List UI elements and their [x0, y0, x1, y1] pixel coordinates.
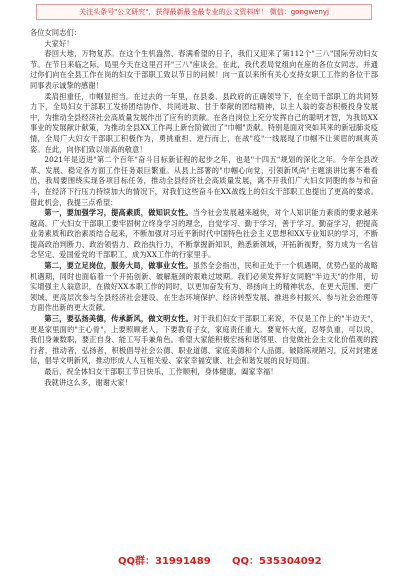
salutation: 各位女同志们： — [30, 28, 82, 37]
qq-group-text: QQ群：31991489 — [118, 556, 211, 567]
speech-document — [30, 28, 378, 543]
qq-number-text: QQ：535304092 — [232, 556, 322, 567]
top-banner: 关注头条号"公文研究"，获得最新最全最专业的公文资料库！ 微信：gongwenyj — [36, 4, 372, 20]
section-body: 当今社会发展越来越快，对个人知识能力素质的要求越来越高。广大妇女干部职工要牢固树立终身学习的理念，自觉学习、勤于学习，善于学习。勤奋学习，把提高业务素质和政治素质结合起来，不断加强对习近平新时代中国特色社会主义思想和XX专业知识的学习，不断提高政治判断力、政治领悟力、政治执行力，不断掌握新知识，熟悉新领域，开拓新视野，努力成为一名信念坚定、爱国爱党的干部职工，成为XX工作的行家里手。 — [30, 208, 378, 260]
paragraph-review: 柔肩担重任，巾帼显担当。在过去的一年里，在县委、县政府的正确领导下，在全局干部职工的共同努力下，全局妇女干部职工发扬团结协作、共同进取、甘于奉献的团结精神，以主人翁的姿态积极投身发展中，为推动全县经济社会高质量发展作出了应有的贡献。在各自岗位上充分发挥自己的聪明才智，为我局XX事业的发展献计献策，为推动全县XX工作再上新台阶做出了"巾帼"贡献。特别是面对突如其来的新冠肺炎疫情，全局广大妇女干部职工积极作为，勇挑重担、逆行而上，在战"疫"一线展现了巾帼不让须眉的飒爽英姿。在此，向你们致以崇高的敬意！ — [30, 91, 378, 154]
section-heading: 第一，要加强学习，提高素质，做知识女性。 — [44, 208, 193, 218]
section-two — [30, 261, 378, 314]
footer — [0, 552, 408, 568]
section-three — [30, 314, 378, 367]
closing-wish: 最后，祝全体妇女干部职工节日快乐，工作顺利，身体健康，阖家幸福！ — [44, 367, 278, 376]
section-heading: 第三，要弘扬美德，传承新风，做文明女性。 — [44, 314, 193, 324]
section-heading: 第二，要立足岗位，服务大局，做事业女性。 — [44, 261, 193, 271]
greeting: 大家好！ — [44, 38, 74, 48]
section-one — [30, 208, 378, 261]
paragraph-outlook: 2021年是迈进"第二个百年"奋斗目标新征程的起步之年，也是"十四五"规划的深化之年。今年全县改革、发展、稳定各方面工作任务艰巨繁重。从县上部署的"巾帼心向党，引领新风尚"主题演讲比赛不难看出，我局要围绕实现各项目标任务，推动全县经济社会高质量发展，离不开我们广大妇女同胞的参与和奋斗，在经济下行压力持续加大的情况下，对我们这些奋斗在XX战线上的妇女干部职工也提出了更高的要求。借此机会，我提三点希望： — [30, 155, 378, 207]
section-body: 对于我们妇女干部职工来说，不仅是工作上的"半边天"，更是家里面的"主心骨"，上要照顾老人，下要教育子女，家庭责任重大。要宽怀大度，忍辱负重，可以说，我们身兼数职，要正自身、能工写手兼角色。希望大家能积极宏扬和谐邻里、自觉做社会主文化价值观的践行者，推动者，弘扬者，积极倡导社会公德、职业道德、家庭美德和个人品德，破除陈规陋习，反对封建迷信，倡导文明新风，推动形成人人互相关爱、家家幸福安康、社会和谐发展的良好局面。 — [30, 314, 378, 366]
section-body: 虽然全会指出，民和正处于一个机遇期，优势凸显的战略机遇期，同时也面临着一个开拓创新、破解瓶颈的艰难过坡期。我们必须发挥好女同胞"半边天"的作用，切实增强主人翁意识，在做好XX本职工作的同时，以更加奋发有为、昂扬向上的精神状态，在更大范围、更广领域、更高层次参与全县经济社会建设，在生态环境保护、经济转型发展、推进乡村振兴、参与社会治理等方面作出新的更大贡献。 — [30, 261, 378, 313]
paragraph-intro: 春回大地，万物复苏。在这个生机盎然、春满希望的日子，我们又迎来了第112个"三八"国际劳动妇女节。在节日来临之际，局里今天在这里召开"三八"座谈会。在此，我代表局党组向在座的各位女同志，并通过你们向在全县工作在岗的妇女干部职工致以节日的问候！向一直以来所有关心支持女职工工作的各位干部同事表示诚挚的感谢！ — [30, 49, 378, 90]
closing-thanks: 我就讲这么多，谢谢大家！ — [44, 377, 132, 387]
